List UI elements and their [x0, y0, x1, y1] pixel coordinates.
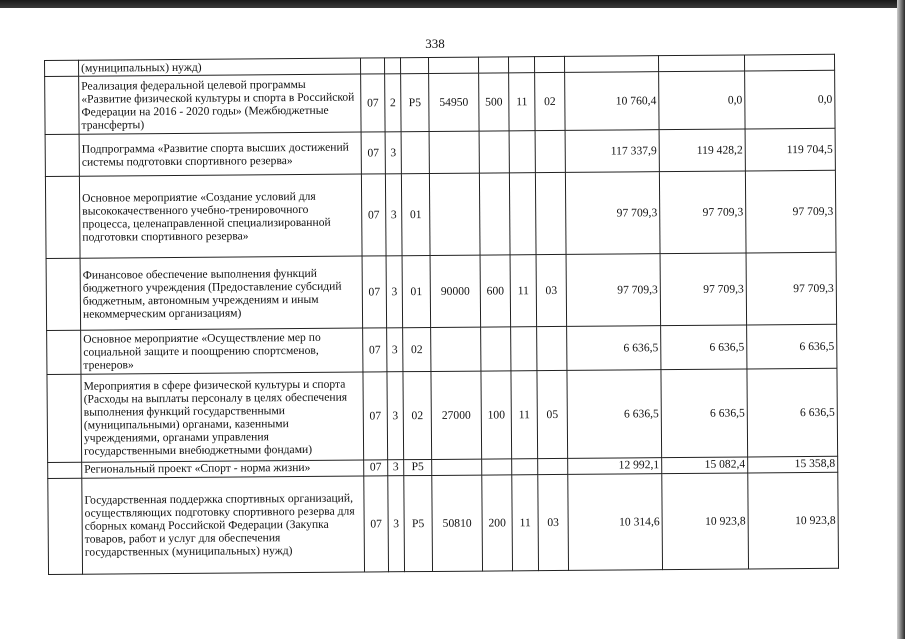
subsection-code: Р5	[404, 459, 432, 475]
row-name: Финансовое обеспечение выполнения функций бюджетного учреждения (Предоставление субсидий бюджетным, автономным учреждениям и иным некоммерческим организациям)	[80, 256, 363, 330]
row-number-cell	[46, 258, 81, 330]
section-code: 3	[386, 256, 403, 328]
amount-year-3: 0,0	[745, 70, 835, 129]
row-number-cell	[45, 60, 79, 76]
subsection-code: 01	[402, 255, 431, 327]
row-number-cell	[47, 330, 81, 374]
kosgu-code-2: 02	[535, 72, 565, 130]
target-article-code	[428, 57, 478, 73]
amount-year-3: 10 923,8	[748, 472, 839, 569]
kosgu-code-2	[538, 458, 568, 474]
section-code: 3	[385, 174, 402, 256]
table-row	[46, 252, 837, 330]
target-article-code	[429, 131, 479, 173]
amount-year-2: 6 636,5	[661, 325, 747, 370]
expense-type-code	[481, 327, 511, 371]
target-article-code	[432, 459, 482, 475]
expense-type-code	[478, 57, 508, 73]
table-row	[45, 70, 835, 134]
row-name: Реализация федеральной целевой программы «Развитие физической культуры и спорта в Российской Федерации на 2016 - 2020 годы» (Межбюджетные трансферты)	[79, 74, 361, 134]
kosgu-code-2: 03	[538, 474, 569, 570]
section-code: 3	[388, 476, 405, 572]
target-article-code	[431, 327, 481, 371]
ved-code: 07	[361, 174, 386, 256]
section-code: 3	[387, 328, 403, 372]
kosgu-code-2: 05	[537, 370, 568, 458]
row-number-cell	[45, 176, 80, 258]
amount-year-1: 10 760,4	[565, 72, 659, 131]
kosgu-code-2	[535, 130, 565, 172]
ved-code: 07	[364, 476, 389, 572]
row-name: (муниципальных) нужд)	[79, 58, 361, 76]
kosgu-code-2: 03	[536, 254, 567, 326]
amount-year-2: 97 709,3	[659, 171, 746, 254]
kosgu-code-1	[511, 327, 537, 371]
table-row	[48, 472, 839, 574]
amount-year-1: 117 337,9	[565, 130, 659, 173]
kosgu-code-1: 11	[509, 73, 535, 131]
amount-year-2: 6 636,5	[661, 369, 748, 458]
amount-year-3: 97 709,3	[746, 252, 837, 325]
amount-year-3: 97 709,3	[745, 170, 836, 253]
target-article-code: 27000	[431, 371, 482, 459]
table-row	[47, 324, 837, 374]
amount-year-3	[744, 54, 834, 71]
table-row	[45, 128, 835, 176]
section-code	[384, 58, 400, 74]
amount-year-2: 97 709,3	[660, 253, 747, 326]
ved-code	[360, 58, 384, 74]
amount-year-1: 10 314,6	[568, 474, 663, 571]
row-name: Мероприятия в сфере физической культуры и спорта (Расходы на выплаты персоналу в целях обеспечения выполнения функций государственными (муниципальными) органами, казенными учреждениями, органами управления государственными внебюджетными фондами)	[81, 372, 364, 462]
amount-year-3: 15 358,8	[748, 456, 838, 473]
amount-year-2: 10 923,8	[662, 473, 749, 570]
section-code: 3	[387, 372, 404, 460]
amount-year-2: 15 082,4	[662, 457, 748, 474]
ved-code: 07	[361, 74, 385, 132]
amount-year-2	[658, 55, 744, 72]
expense-type-code	[479, 131, 509, 173]
expense-type-code: 500	[479, 73, 509, 131]
row-name: Региональный проект «Спорт - норма жизни»	[82, 460, 364, 478]
kosgu-code-1: 11	[510, 255, 537, 327]
kosgu-code-2	[534, 56, 564, 72]
kosgu-code-1	[509, 131, 535, 173]
amount-year-1: 97 709,3	[566, 254, 661, 327]
subsection-code	[400, 57, 428, 73]
row-number-cell	[48, 478, 83, 574]
expense-type-code: 100	[481, 371, 512, 459]
page-number: 338	[425, 36, 445, 51]
kosgu-code-1	[509, 173, 536, 255]
section-code: 3	[385, 132, 401, 174]
kosgu-code-1: 11	[512, 475, 539, 571]
row-name: Государственная поддержка спортивных организаций, осуществляющих подготовку спортивного резерва для сборных команд Российской Федерации (Закупка товаров, работ и услуг для обеспечения государственных (муниципальных) нужд)	[82, 476, 365, 574]
scan-border-right	[897, 0, 905, 639]
amount-year-1	[564, 56, 658, 73]
kosgu-code-2	[537, 326, 567, 370]
amount-year-3: 6 636,5	[747, 324, 837, 369]
table-row	[47, 368, 838, 462]
target-article-code: 50810	[432, 475, 483, 571]
row-number-cell	[45, 76, 79, 134]
subsection-code: 02	[403, 371, 432, 459]
subsection-code: 02	[403, 327, 431, 371]
amount-year-1: 6 636,5	[567, 326, 661, 371]
amount-year-1: 12 992,1	[568, 458, 662, 475]
expense-type-code: 200	[482, 475, 513, 571]
target-article-code: 54950	[429, 73, 479, 131]
row-number-cell	[47, 374, 82, 462]
subsection-code	[401, 131, 429, 173]
amount-year-2: 119 428,2	[659, 129, 745, 172]
ved-code: 07	[362, 256, 387, 328]
kosgu-code-1	[508, 57, 534, 73]
kosgu-code-2	[535, 172, 566, 254]
row-number-cell	[45, 134, 79, 176]
subsection-code: 01	[401, 173, 430, 255]
ved-code: 07	[363, 372, 388, 460]
scan-border-top	[0, 0, 905, 8]
amount-year-3: 119 704,5	[745, 128, 835, 171]
kosgu-code-1	[512, 459, 538, 475]
expense-type-code	[479, 173, 510, 255]
amount-year-1: 6 636,5	[567, 370, 662, 459]
section-code: 2	[385, 74, 401, 132]
kosgu-code-1: 11	[511, 371, 538, 459]
subsection-code: Р5	[404, 475, 433, 571]
amount-year-2: 0,0	[659, 71, 745, 130]
target-article-code: 90000	[430, 255, 481, 327]
ved-code: 07	[364, 460, 388, 476]
ved-code: 07	[361, 132, 385, 174]
target-article-code	[429, 173, 480, 255]
row-name: Основное мероприятие «Осуществление мер по социальной защите и поощрению спортсменов, тренеров»	[81, 328, 363, 374]
section-code: 3	[388, 460, 404, 476]
budget-table	[44, 54, 839, 575]
row-name: Подпрограмма «Развитие спорта высших достижений системы подготовки спортивного резерва»	[79, 132, 361, 176]
expense-type-code: 600	[480, 255, 511, 327]
ved-code: 07	[363, 328, 387, 372]
amount-year-1: 97 709,3	[565, 172, 660, 255]
subsection-code: Р5	[401, 73, 429, 131]
amount-year-3: 6 636,5	[747, 368, 838, 457]
row-name: Основное мероприятие «Создание условий для высококачественного учебно-тренировочного процесса, целенаправленной специализированной подготовки спортивного резерва»	[79, 174, 362, 258]
expense-type-code	[482, 459, 512, 475]
row-number-cell	[48, 462, 82, 478]
table-row	[45, 170, 836, 258]
